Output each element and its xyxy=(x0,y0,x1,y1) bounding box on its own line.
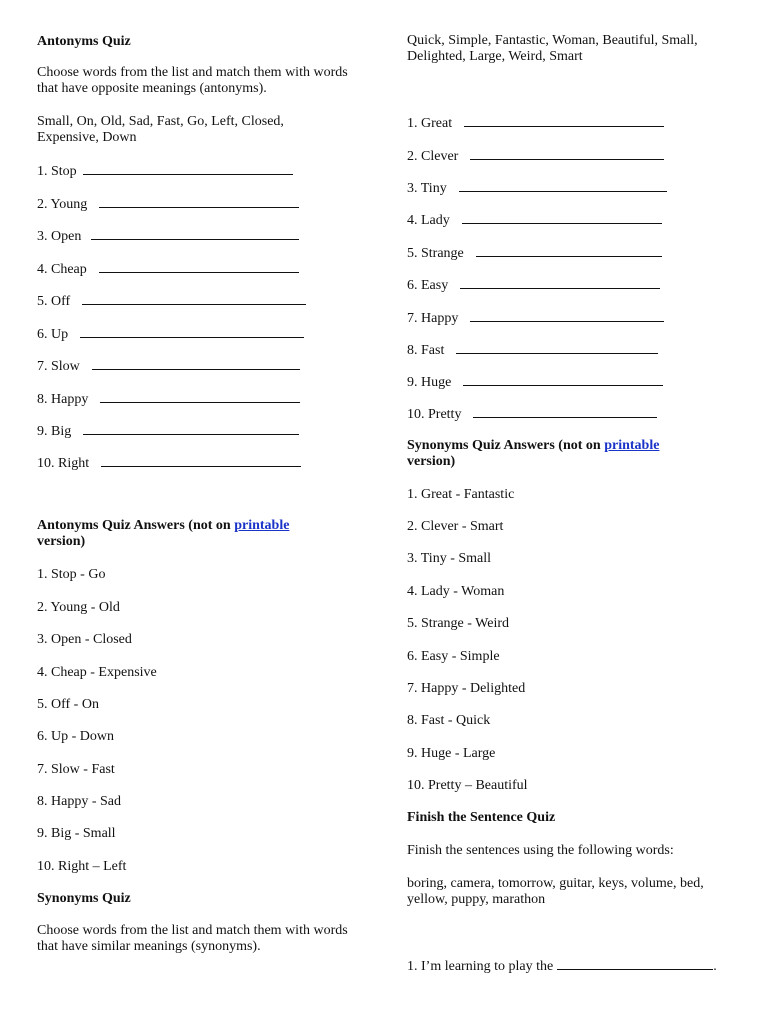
synonyms-answers-title: Synonyms Quiz Answers (not on printable xyxy=(407,438,660,453)
list-item: 6. Up xyxy=(37,325,304,343)
answer-blank[interactable] xyxy=(101,454,301,467)
answer-blank[interactable] xyxy=(473,405,657,418)
answer-blank[interactable] xyxy=(99,260,299,273)
list-item: 1. Stop - Go xyxy=(37,567,106,582)
answer-blank[interactable] xyxy=(557,957,713,970)
list-item: 8. Happy - Sad xyxy=(37,794,121,809)
list-item: 2. Clever - Smart xyxy=(407,519,504,534)
list-item: 1. Great - Fantastic xyxy=(407,487,515,502)
list-item: 6. Easy xyxy=(407,276,660,294)
answer-blank[interactable] xyxy=(460,276,660,289)
list-item: 4. Cheap - Expensive xyxy=(37,665,157,680)
antonyms-word-list: Small, On, Old, Sad, Fast, Go, Left, Closed, Expensive, Down xyxy=(37,114,284,145)
list-item: 8. Happy xyxy=(37,390,300,408)
list-item: 10. Pretty xyxy=(407,405,657,423)
finish-sentence-title: Finish the Sentence Quiz xyxy=(407,810,556,825)
list-item: 10. Pretty – Beautiful xyxy=(407,778,528,793)
answer-blank[interactable] xyxy=(470,309,664,322)
list-item: 4. Lady xyxy=(407,211,662,229)
list-item: 7. Happy - Delighted xyxy=(407,681,526,696)
list-item: 3. Tiny xyxy=(407,179,667,197)
printable-link[interactable]: printable xyxy=(234,518,290,533)
list-item: 7. Slow - Fast xyxy=(37,762,115,777)
list-item: 1. Great xyxy=(407,114,664,132)
antonyms-answers-title: Antonyms Quiz Answers (not on printable xyxy=(37,518,290,533)
list-item: 10. Right xyxy=(37,454,301,472)
list-item: 9. Big xyxy=(37,422,299,440)
synonyms-answers-title-end: version) xyxy=(407,454,456,469)
list-item: 3. Tiny - Small xyxy=(407,551,492,566)
finish-sentence-instruction: Finish the sentences using the following words: xyxy=(407,843,674,858)
list-item: 3. Open xyxy=(37,227,299,245)
answer-blank[interactable] xyxy=(100,390,300,403)
answer-blank[interactable] xyxy=(459,179,667,192)
list-item: 1. I’m learning to play the . xyxy=(407,959,717,974)
answer-blank[interactable] xyxy=(83,422,299,435)
finish-sentence-word-list: boring, camera, tomorrow, guitar, keys, volume, bed, yellow, puppy, marathon xyxy=(407,876,704,907)
answer-blank[interactable] xyxy=(462,211,662,224)
list-item: 5. Strange xyxy=(407,244,662,262)
list-item: 8. Fast - Quick xyxy=(407,713,491,728)
list-item: 10. Right – Left xyxy=(37,859,127,874)
answer-blank[interactable] xyxy=(476,244,662,257)
list-item: 2. Clever xyxy=(407,147,664,165)
list-item: 4. Lady - Woman xyxy=(407,584,505,599)
synonyms-instruction: Choose words from the list and match them with words that have similar meanings (synonyms). xyxy=(37,923,348,954)
antonyms-quiz-title: Antonyms Quiz xyxy=(37,34,131,49)
list-item: 7. Slow xyxy=(37,357,300,375)
list-item: 3. Open - Closed xyxy=(37,632,132,647)
list-item: 9. Huge xyxy=(407,373,663,391)
antonyms-instruction: Choose words from the list and match them with words that have opposite meanings (antonyms). xyxy=(37,65,348,96)
list-item: 5. Off xyxy=(37,292,306,310)
list-item: 9. Huge - Large xyxy=(407,746,496,761)
answer-blank[interactable] xyxy=(464,114,664,127)
list-item: 9. Big - Small xyxy=(37,826,116,841)
list-item: 5. Strange - Weird xyxy=(407,616,510,631)
printable-link[interactable]: printable xyxy=(604,438,660,453)
list-item: 2. Young - Old xyxy=(37,600,120,615)
answer-blank[interactable] xyxy=(80,325,304,338)
answer-blank[interactable] xyxy=(92,357,300,370)
antonyms-answers-title-end: version) xyxy=(37,534,86,549)
answer-blank[interactable] xyxy=(82,292,306,305)
answer-blank[interactable] xyxy=(456,341,658,354)
list-item: 8. Fast xyxy=(407,341,658,359)
list-item: 7. Happy xyxy=(407,309,664,327)
answer-blank[interactable] xyxy=(83,162,293,175)
list-item: 5. Off - On xyxy=(37,697,99,712)
list-item: 4. Cheap xyxy=(37,260,299,278)
list-item: 6. Up - Down xyxy=(37,729,114,744)
answer-blank[interactable] xyxy=(91,227,299,240)
answer-blank[interactable] xyxy=(99,195,299,208)
list-item: 6. Easy - Simple xyxy=(407,649,500,664)
synonyms-word-list: Quick, Simple, Fantastic, Woman, Beautiful, Small, Delighted, Large, Weird, Smart xyxy=(407,33,698,64)
list-item: 1. Stop xyxy=(37,162,293,180)
list-item: 2. Young xyxy=(37,195,299,213)
answer-blank[interactable] xyxy=(463,373,663,386)
answer-blank[interactable] xyxy=(470,147,664,160)
synonyms-quiz-title: Synonyms Quiz xyxy=(37,891,131,906)
